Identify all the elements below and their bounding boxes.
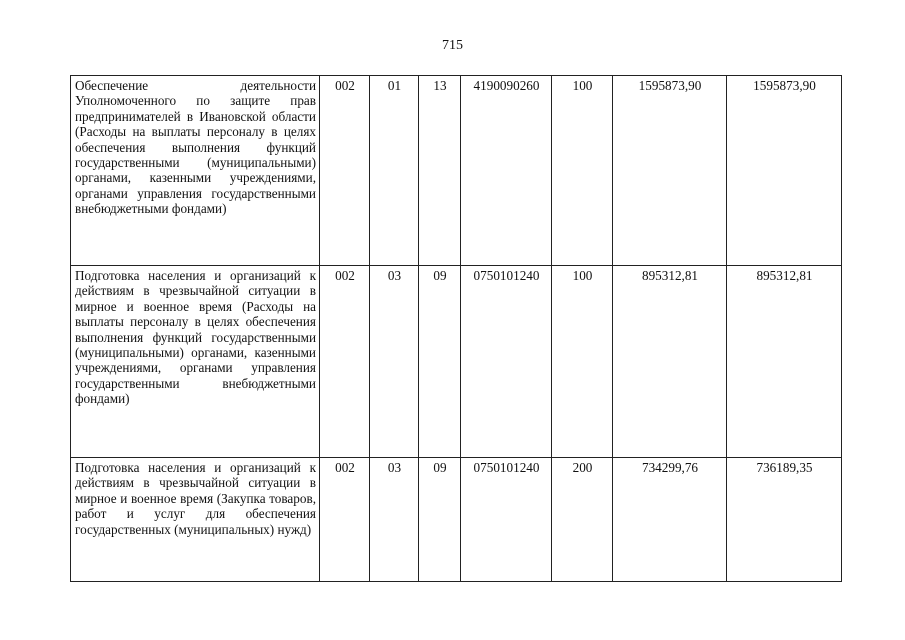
ministry-code: 002 — [320, 76, 370, 266]
target-article-code: 0750101240 — [461, 266, 552, 458]
page-number: 715 — [442, 38, 463, 53]
section-code: 03 — [370, 458, 419, 582]
subsection-code: 09 — [419, 458, 461, 582]
subsection-code: 13 — [419, 76, 461, 266]
subsection-code: 09 — [419, 266, 461, 458]
ministry-code: 002 — [320, 266, 370, 458]
row-description: Подготовка населения и организаций к действиям в чрезвычайной ситуации в мирное и военное время (Расходы на выплаты персоналу в целях обеспечения выполнения функций государственными (муниципальными) органами, казенными учреждениями, органами управления государственными внебюджетными фондами) — [71, 266, 320, 458]
ministry-code: 002 — [320, 458, 370, 582]
row-description: Обеспечение деятельности Уполномоченного по защите прав предпринимателей в Ивановской области (Расходы на выплаты персоналу в целях обеспечения выполнения функций государственными (муниципальными) органами, казенными учреждениями, органами управления государственными внебюджетными фондами) — [71, 76, 320, 266]
target-article-code: 0750101240 — [461, 458, 552, 582]
sum-first-year: 1595873,90 — [613, 76, 727, 266]
table-row — [71, 266, 842, 458]
section-code: 01 — [370, 76, 419, 266]
expense-type-code: 100 — [552, 266, 613, 458]
expense-type-code: 200 — [552, 458, 613, 582]
table-row — [71, 458, 842, 582]
sum-second-year: 1595873,90 — [727, 76, 842, 266]
row-description: Подготовка населения и организаций к действиям в чрезвычайной ситуации в мирное и военное время (Закупка товаров, работ и услуг для обеспечения государственных (муниципальных) нужд) — [71, 458, 320, 582]
sum-second-year: 736189,35 — [727, 458, 842, 582]
target-article-code: 4190090260 — [461, 76, 552, 266]
section-code: 03 — [370, 266, 419, 458]
sum-second-year: 895312,81 — [727, 266, 842, 458]
sum-first-year: 895312,81 — [613, 266, 727, 458]
table-row — [71, 76, 842, 266]
budget-table — [70, 75, 842, 582]
expense-type-code: 100 — [552, 76, 613, 266]
sum-first-year: 734299,76 — [613, 458, 727, 582]
